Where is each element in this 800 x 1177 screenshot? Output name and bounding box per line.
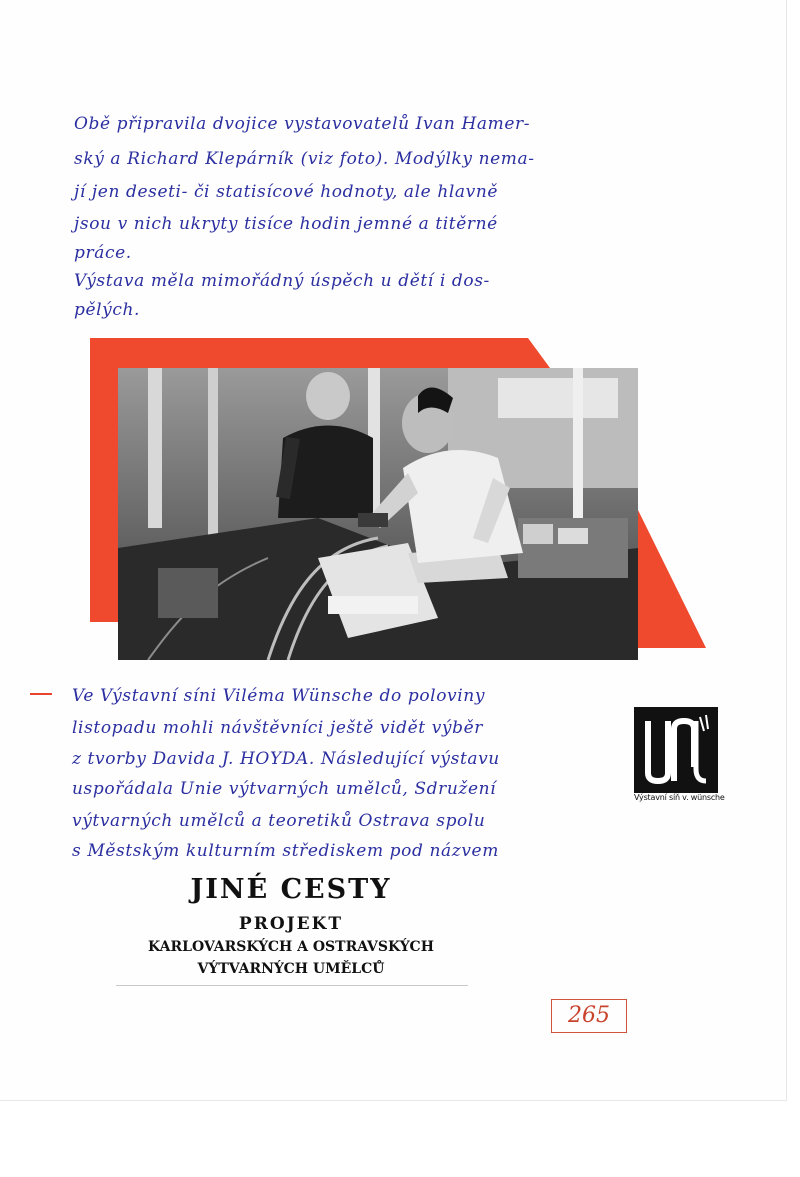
handwritten-line: Ve Výstavní síni Viléma Wünsche do poloviny bbox=[72, 686, 486, 706]
handwritten-line: uspořádala Unie výtvarných umělců, Sdružení bbox=[72, 779, 497, 799]
handwritten-line: jí jen deseti- či statisícové hodnoty, ale hlavně bbox=[74, 182, 499, 202]
handwritten-line: jsou v nich ukryty tisíce hodin jemné a titěrné bbox=[74, 214, 498, 234]
handwritten-line: listopadu mohli návštěvníci ještě vidět výběr bbox=[72, 718, 484, 738]
exhibition-photo bbox=[118, 368, 638, 660]
heading-rule bbox=[116, 985, 468, 986]
gallery-logo bbox=[634, 707, 718, 793]
heading-title: JINÉ CESTY bbox=[190, 874, 392, 905]
handwritten-line: práce. bbox=[74, 243, 132, 263]
handwritten-line: z tvorby Davida J. HOYDA. Následující výstavu bbox=[72, 749, 500, 769]
handwritten-line: s Městským kulturním střediskem pod názvem bbox=[72, 841, 499, 861]
handwritten-line: pělých. bbox=[74, 300, 141, 320]
handwritten-line: ský a Richard Klepárník (viz foto). Modýlky nema- bbox=[74, 149, 535, 169]
logo-caption: Výstavní síň v. wünsche bbox=[634, 793, 725, 802]
red-dash-marker bbox=[30, 693, 52, 695]
heading-project: PROJEKT bbox=[238, 914, 344, 934]
heading-line4: VÝTVARNÝCH UMĚLCŮ bbox=[197, 961, 385, 977]
handwritten-line: Obě připravila dvojice vystavovatelů Ivan Hamer- bbox=[74, 114, 531, 134]
photo-illustration bbox=[118, 368, 638, 660]
page-number: 265 bbox=[551, 999, 627, 1033]
heading-line3: KARLOVARSKÝCH A OSTRAVSKÝCH bbox=[148, 939, 434, 955]
handwritten-line: výtvarných umělců a teoretiků Ostrava spolu bbox=[72, 811, 486, 831]
handwritten-line: Výstava měla mimořádný úspěch u dětí i dos- bbox=[74, 271, 490, 291]
